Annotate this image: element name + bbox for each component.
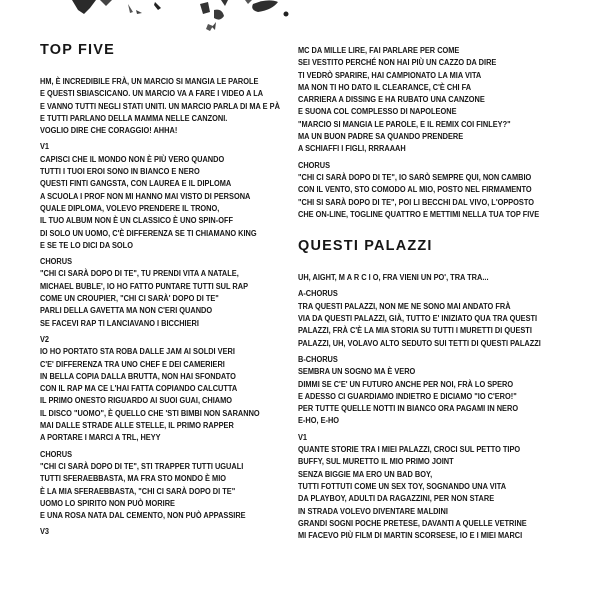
section-label: V3	[40, 526, 50, 537]
lyric-line: E UNA ROSA NATA DAL CEMENTO, NON PUÒ APPASSIRE	[40, 510, 246, 521]
lyrics-section	[40, 333, 280, 444]
lyric-line: TUTTI SFERAEBBASTA, MA FRA STO MONDO È MIO	[40, 473, 227, 484]
lyric-line: DA PLAYBOY, ADULTI DA RAGAZZINI, PER NON STARE	[298, 493, 495, 504]
lyric-line: IO HO PORTATO STA ROBA DALLE JAM AI SOLDI VERI	[40, 346, 235, 357]
lyric-line: E QUESTI SBIASCICANO. UN MARCIO VA A FARE I VIDEO A LA	[40, 88, 264, 99]
lyric-line: "CHI CI SARÀ DOPO DI TE", TU PRENDI VITA A NATALE,	[40, 268, 239, 279]
lyrics-section	[298, 44, 541, 155]
lyrics-section	[298, 271, 541, 283]
section-label: V2	[40, 333, 50, 344]
lyric-line: CAPISCI CHE IL MONDO NON È PIÙ VERO QUANDO	[40, 153, 225, 164]
lyric-line: PALAZZI, UH, VOLAVO ALTO SEDUTO SUI TETTI DI QUESTI PALAZZI	[298, 337, 541, 348]
lyrics-section	[40, 255, 280, 329]
lyrics-section	[298, 287, 541, 348]
lyric-line: DIMMI SE C'E' UN FUTURO ANCHE PER NOI, FRÀ LO SPERO	[298, 378, 514, 389]
lyrics-section	[40, 75, 280, 136]
lyric-line: "MARCIO SI MANGIA LE PAROLE, E IL REMIX COI FINLEY?"	[298, 118, 511, 129]
lyric-line: MA NON TI HO DATO IL CLEARANCE, C'È CHI FA	[298, 81, 472, 92]
section-label: CHORUS	[298, 159, 331, 170]
song-lyrics	[40, 42, 280, 538]
lyric-line: DI SOLO UN UOMO, C'È DIFFERENZA SE TI CHIAMANO KING	[40, 227, 257, 238]
lyric-line: VIA DA QUESTI PALAZZI, GIÀ, TUTTO E' INIZIATO QUA TRA QUESTI	[298, 313, 538, 324]
lyric-line: MI FACEVO PIÙ FILM DI MARTIN SCORSESE, IO E I MIEI MARCI	[298, 530, 523, 541]
lyric-line: IN STRADA VOLEVO DIVENTARE MALDINI	[298, 505, 448, 516]
lyric-line: SENZA BIGGIE MA ERO UN BAD BOY,	[298, 468, 433, 479]
lyrics-section	[298, 431, 541, 542]
song-title: TOP FIVE	[40, 42, 115, 58]
lyric-line: È LA MIA SFERAEBBASTA, "CHI CI SARÀ DOPO DI TE"	[40, 485, 236, 496]
lyrics-section	[40, 140, 280, 251]
lyric-line: E TUTTI PARLANO DELLA MAMMA NELLE CANZONI.	[40, 112, 228, 123]
lyric-line: VOGLIO DIRE CHE CORAGGIO! AHHA!	[40, 125, 178, 136]
lyric-line: PARLI DELLA GAVETTA MA NON C'ERI QUANDO	[40, 305, 213, 316]
lyric-line: PALAZZI, FRÀ C'È LA MIA STORIA SU TUTTI I MURETTI DI QUESTI	[298, 325, 532, 336]
lyrics-section	[40, 525, 280, 537]
song-lyrics	[298, 238, 541, 541]
lyrics-section	[40, 448, 280, 522]
lyric-line: IL TUO ALBUM NON È UN CLASSICO È UNO SPIN-OFF	[40, 215, 233, 226]
lyric-line: SEI VESTITO PERCHÉ NON HAI PIÙ UN CAZZO DA DIRE	[298, 57, 497, 68]
lyric-line: CARRIERA A DISSING E HA RUBATO UNA CANZONE	[298, 94, 485, 105]
left-column	[40, 42, 280, 556]
lyric-line: E SE TE LO DICI DA SOLO	[40, 239, 133, 250]
lyric-line: QUANTE STORIE TRA I MIEI PALAZZI, CROCI SUL PETTO TIPO	[298, 444, 521, 455]
lyric-line: E-HO, E-HO	[298, 415, 340, 426]
lyric-line: UH, AIGHT, M A R C I O, FRA VIENI UN PO', TRA TRA...	[298, 272, 489, 283]
section-label: V1	[298, 431, 308, 442]
lyric-line: COME UN CROUPIER, "CHI CI SARÀ' DOPO DI TE"	[40, 293, 219, 304]
lyric-line: SEMBRA UN SOGNO MA È VERO	[298, 366, 416, 377]
lyric-line: HM, È INCREDIBILE FRÀ, UN MARCIO SI MANGIA LE PAROLE	[40, 76, 259, 86]
lyric-line: MC DA MILLE LIRE, FAI PARLARE PER COME	[298, 45, 460, 55]
section-label: B-CHORUS	[298, 353, 338, 364]
lyric-line: TUTTI FOTTUTI COME UN SEX TOY, SOGNANDO UNA VITA	[298, 480, 507, 491]
lyric-line: IN BELLA COPIA DALLA BRUTTA, NON HAI SFONDATO	[40, 370, 236, 381]
section-label: A-CHORUS	[298, 288, 338, 299]
lyric-line: E SUONA COL COMPLESSO DI NAPOLEONE	[298, 106, 457, 117]
section-label: V1	[40, 141, 50, 152]
lyric-line: QUESTI FINTI GANGSTA, CON LAUREA E IL DIPLOMA	[40, 178, 232, 189]
lyric-line: "CHI CI SARÀ DOPO DI TE", IO SARÒ SEMPRE QUI, NON CAMBIO	[298, 171, 532, 182]
lyric-line: SE FACEVI RAP TI LANCIAVANO I BICCHIERI	[40, 317, 199, 328]
lyrics-section	[298, 159, 541, 220]
lyric-line: CON IL VENTO, STO COMODO AL MIO, POSTO NEL FIRMAMENTO	[298, 184, 532, 195]
lyric-line: E VANNO TUTTI NEGLI STATI UNITI. UN MARCIO PARLA DI MA E PÀ	[40, 100, 280, 111]
lyric-line: UOMO LO SPIRITO NON PUÒ MORIRE	[40, 497, 175, 508]
lyric-line: GRANDI SOGNI POCHE PRETESE, DAVANTI A QUELLE VETRINE	[298, 517, 527, 528]
lyric-line: E ADESSO CI GUARDIAMO INDIETRO E DICIAMO "IO C'ERO!"	[298, 390, 517, 401]
lyric-line: "CHI SI SARÀ DOPO DI TE", POI LI BECCHI DAL VIVO, L'OPPOSTO	[298, 196, 534, 207]
lyric-line: TRA QUESTI PALAZZI, NON ME NE SONO MAI ANDATO FRÀ	[298, 300, 511, 311]
song-lyrics	[298, 44, 541, 220]
lyric-line: C'E' DIFFERENZA TRA UNO CHEF E DEI CAMERIERI	[40, 358, 225, 369]
lyric-line: MAI DALLE STRADE ALLE STELLE, IL PRIMO RAPPER	[40, 420, 234, 431]
right-column	[298, 44, 541, 559]
lyric-line: QUALE DIPLOMA, VOLEVO PRENDERE IL TRONO,	[40, 202, 220, 213]
lyric-line: CHE ON-LINE, TOGLINE QUATTRO E METTIMI NELLA TUA TOP FIVE	[298, 208, 540, 219]
lyric-line: PER TUTTE QUELLE NOTTI IN BIANCO ORA PAGAMI IN NERO	[298, 403, 519, 414]
lyric-line: A PORTARE I MARCI A TRL, HEYY	[40, 432, 161, 443]
lyric-line: BUFFY, SUL MURETTO IL MIO PRIMO JOINT	[298, 456, 454, 467]
lyric-line: A SCUOLA I PROF NON MI HANNO MAI VISTO DI PERSONA	[40, 190, 251, 201]
lyric-line: A SCHIAFFI I FIGLI, RRRAAAH	[298, 143, 406, 154]
section-label: CHORUS	[40, 448, 73, 459]
lyric-line: MA UN BUON PADRE SA QUANDO PRENDERE	[298, 131, 464, 142]
lyric-line: IL PRIMO ONESTO RIGUARDO AI SUOI GUAI, CHIAMO	[40, 395, 233, 406]
lyric-line: "CHI CI SARÀ DOPO DI TE", STI TRAPPER TUTTI UGUALI	[40, 460, 244, 471]
lyric-line: MICHAEL BUBLE', IO HO FATTO PUNTARE TUTTI SUL RAP	[40, 280, 249, 291]
lyric-line: TUTTI I TUOI EROI SONO IN BIANCO E NERO	[40, 166, 200, 177]
lyric-line: TI VEDRÒ SPARIRE, HAI CAMPIONATO LA MIA VITA	[298, 69, 482, 80]
lyric-line: CON IL RAP MA CE L'HAI FATTA COPIANDO CALCUTTA	[40, 383, 238, 394]
lyrics-section	[298, 353, 541, 427]
section-label: CHORUS	[40, 256, 73, 267]
paint-splatter-decoration	[0, 0, 600, 40]
song-title: QUESTI PALAZZI	[298, 238, 433, 255]
lyric-line: IL DISCO "UOMO", È QUELLO CHE 'STI BIMBI NON SARANNO	[40, 407, 260, 418]
